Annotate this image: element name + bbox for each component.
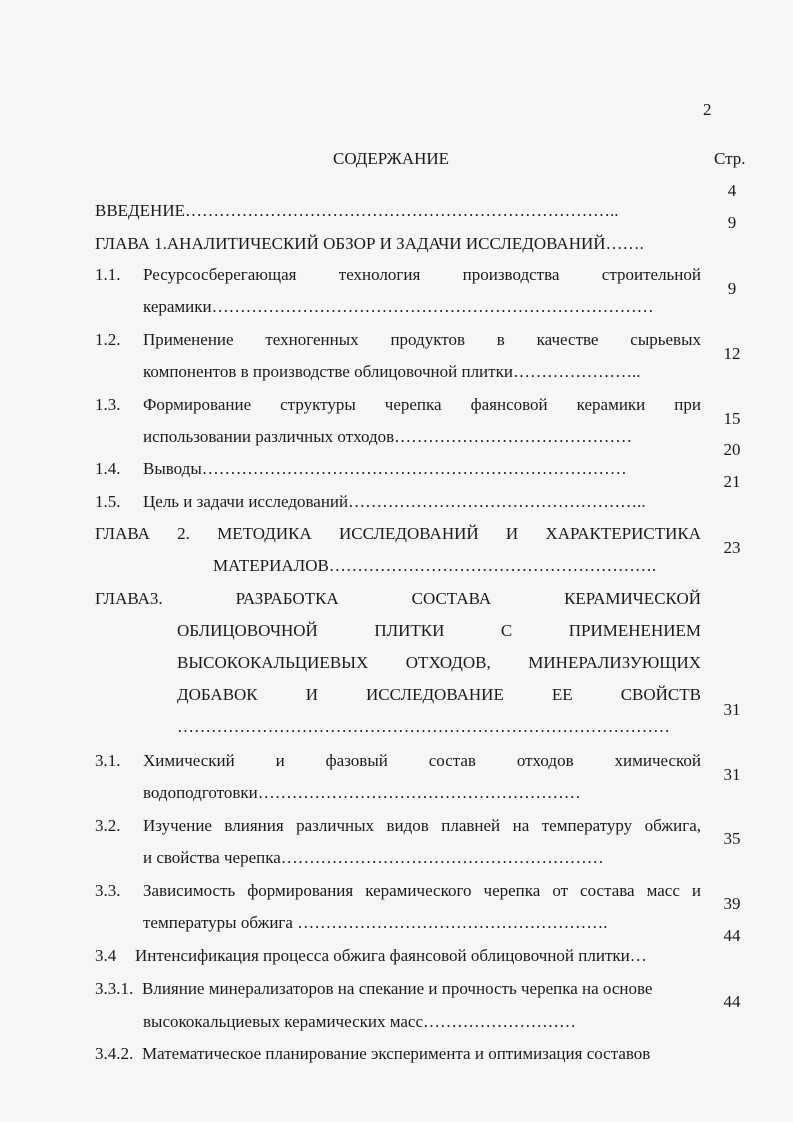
toc-entry-chapter2-line2: МАТЕРИАЛОВ………………………………………………….: [213, 556, 657, 575]
toc-num-1-2: 1.2.: [95, 330, 121, 349]
toc-entry-chapter2-line1: ГЛАВА 2. МЕТОДИКА ИССЛЕДОВАНИЙ И ХАРАКТЕРИСТИКА: [95, 524, 701, 543]
toc-entry-1-2-line2: компонентов в производстве облицовочной плитки…………………..: [143, 362, 641, 381]
toc-entry-3-1-line2: водоподготовки…………………………………………………: [143, 783, 581, 802]
toc-num-1-1: 1.1.: [95, 265, 121, 284]
toc-entry-1-4: Выводы…………………………………………………………………: [143, 459, 627, 478]
toc-page-1-4: 20: [723, 440, 741, 459]
toc-entry-1-1-line1: Ресурсосберегающая технология производства строительной: [143, 265, 701, 284]
toc-entry-1-1-line2: керамики……………………………………………………………………: [143, 297, 654, 316]
page-number: 2: [703, 100, 712, 119]
toc-entry-3-4-2: Математическое планирование эксперимента и оптимизация составов: [142, 1044, 651, 1063]
toc-entry-3-1-line1: Химический и фазовый состав отходов химической: [143, 751, 701, 770]
page-column-header: Стр.: [714, 149, 746, 168]
toc-entry-1-2-line1: Применение техногенных продуктов в качестве сырьевых: [143, 330, 701, 349]
toc-entry-chapter3-line5: ……………………………………………………………………………: [177, 717, 670, 736]
toc-num-1-4: 1.4.: [95, 459, 121, 478]
toc-entry-intro: ВВЕДЕНИЕ…………………………………………………………………..: [95, 201, 619, 220]
toc-num-1-5: 1.5.: [95, 492, 121, 511]
toc-num-3-2: 3.2.: [95, 816, 121, 835]
toc-page-1-3: 15: [723, 409, 741, 428]
toc-entry-chapter3-line3: ВЫСОКОКАЛЬЦИЕВЫХ ОТХОДОВ, МИНЕРАЛИЗУЮЩИХ: [177, 653, 701, 672]
toc-num-3-3-1: 3.3.1.: [95, 979, 134, 998]
toc-entry-3-3-1-line2: высококальциевых керамических масс………………………: [143, 1012, 576, 1031]
toc-entry-3-4: Интенсификация процесса обжига фаянсовой облицовочной плитки…: [135, 946, 647, 965]
toc-entry-chapter3-line4: ДОБАВОК И ИССЛЕДОВАНИЕ ЕЕ СВОЙСТВ: [177, 685, 701, 704]
toc-entry-3-2-line1: Изучение влияния различных видов плавней на температуру обжига,: [143, 816, 701, 835]
toc-entry-1-3-line2: использовании различных отходов……………………………………: [143, 427, 633, 446]
toc-entry-3-3-line1: Зависимость формирования керамического черепка от состава масс и: [143, 881, 701, 900]
toc-num-1-3: 1.3.: [95, 395, 121, 414]
toc-entry-1-3-line1: Формирование структуры черепка фаянсовой керамики при: [143, 395, 701, 414]
toc-title: СОДЕРЖАНИЕ: [333, 149, 450, 168]
toc-num-3-4: 3.4: [95, 946, 117, 965]
toc-entry-chapter1: ГЛАВА 1.АНАЛИТИЧЕСКИЙ ОБЗОР И ЗАДАЧИ ИССЛЕДОВАНИЙ…….: [95, 234, 644, 253]
toc-page-3-2: 35: [723, 829, 741, 848]
toc-entry-1-5: Цель и задачи исследований……………………………………………..: [143, 492, 646, 511]
toc-entry-chapter3-line2: ОБЛИЦОВОЧНОЙ ПЛИТКИ С ПРИМЕНЕНИЕМ: [177, 621, 701, 640]
toc-entry-3-3-line2: температуры обжига ……………………………………………….: [143, 913, 608, 932]
toc-page-1-5: 21: [723, 472, 741, 491]
toc-page-1-2: 12: [723, 344, 741, 363]
toc-page-chapter2: 23: [723, 538, 741, 557]
toc-page-3-4: 44: [723, 926, 741, 945]
toc-num-3-3: 3.3.: [95, 881, 121, 900]
toc-num-3-1: 3.1.: [95, 751, 121, 770]
toc-page-intro: 4: [727, 181, 737, 200]
toc-page-chapter3: 31: [723, 700, 741, 719]
toc-page-3-1: 31: [723, 765, 741, 784]
toc-page-3-3-1: 44: [723, 992, 741, 1011]
toc-page-3-3: 39: [723, 894, 741, 913]
toc-entry-3-3-1-line1: Влияние минерализаторов на спекание и прочность черепка на основе: [142, 979, 653, 998]
toc-entry-3-2-line2: и свойства черепка…………………………………………………: [143, 848, 604, 867]
toc-num-3-4-2: 3.4.2.: [95, 1044, 134, 1063]
toc-entry-chapter3-line1: ГЛАВА3. РАЗРАБОТКА СОСТАВА КЕРАМИЧЕСКОЙ: [95, 589, 701, 608]
toc-page-chapter1: 9: [727, 213, 737, 232]
toc-page-1-1: 9: [727, 279, 737, 298]
